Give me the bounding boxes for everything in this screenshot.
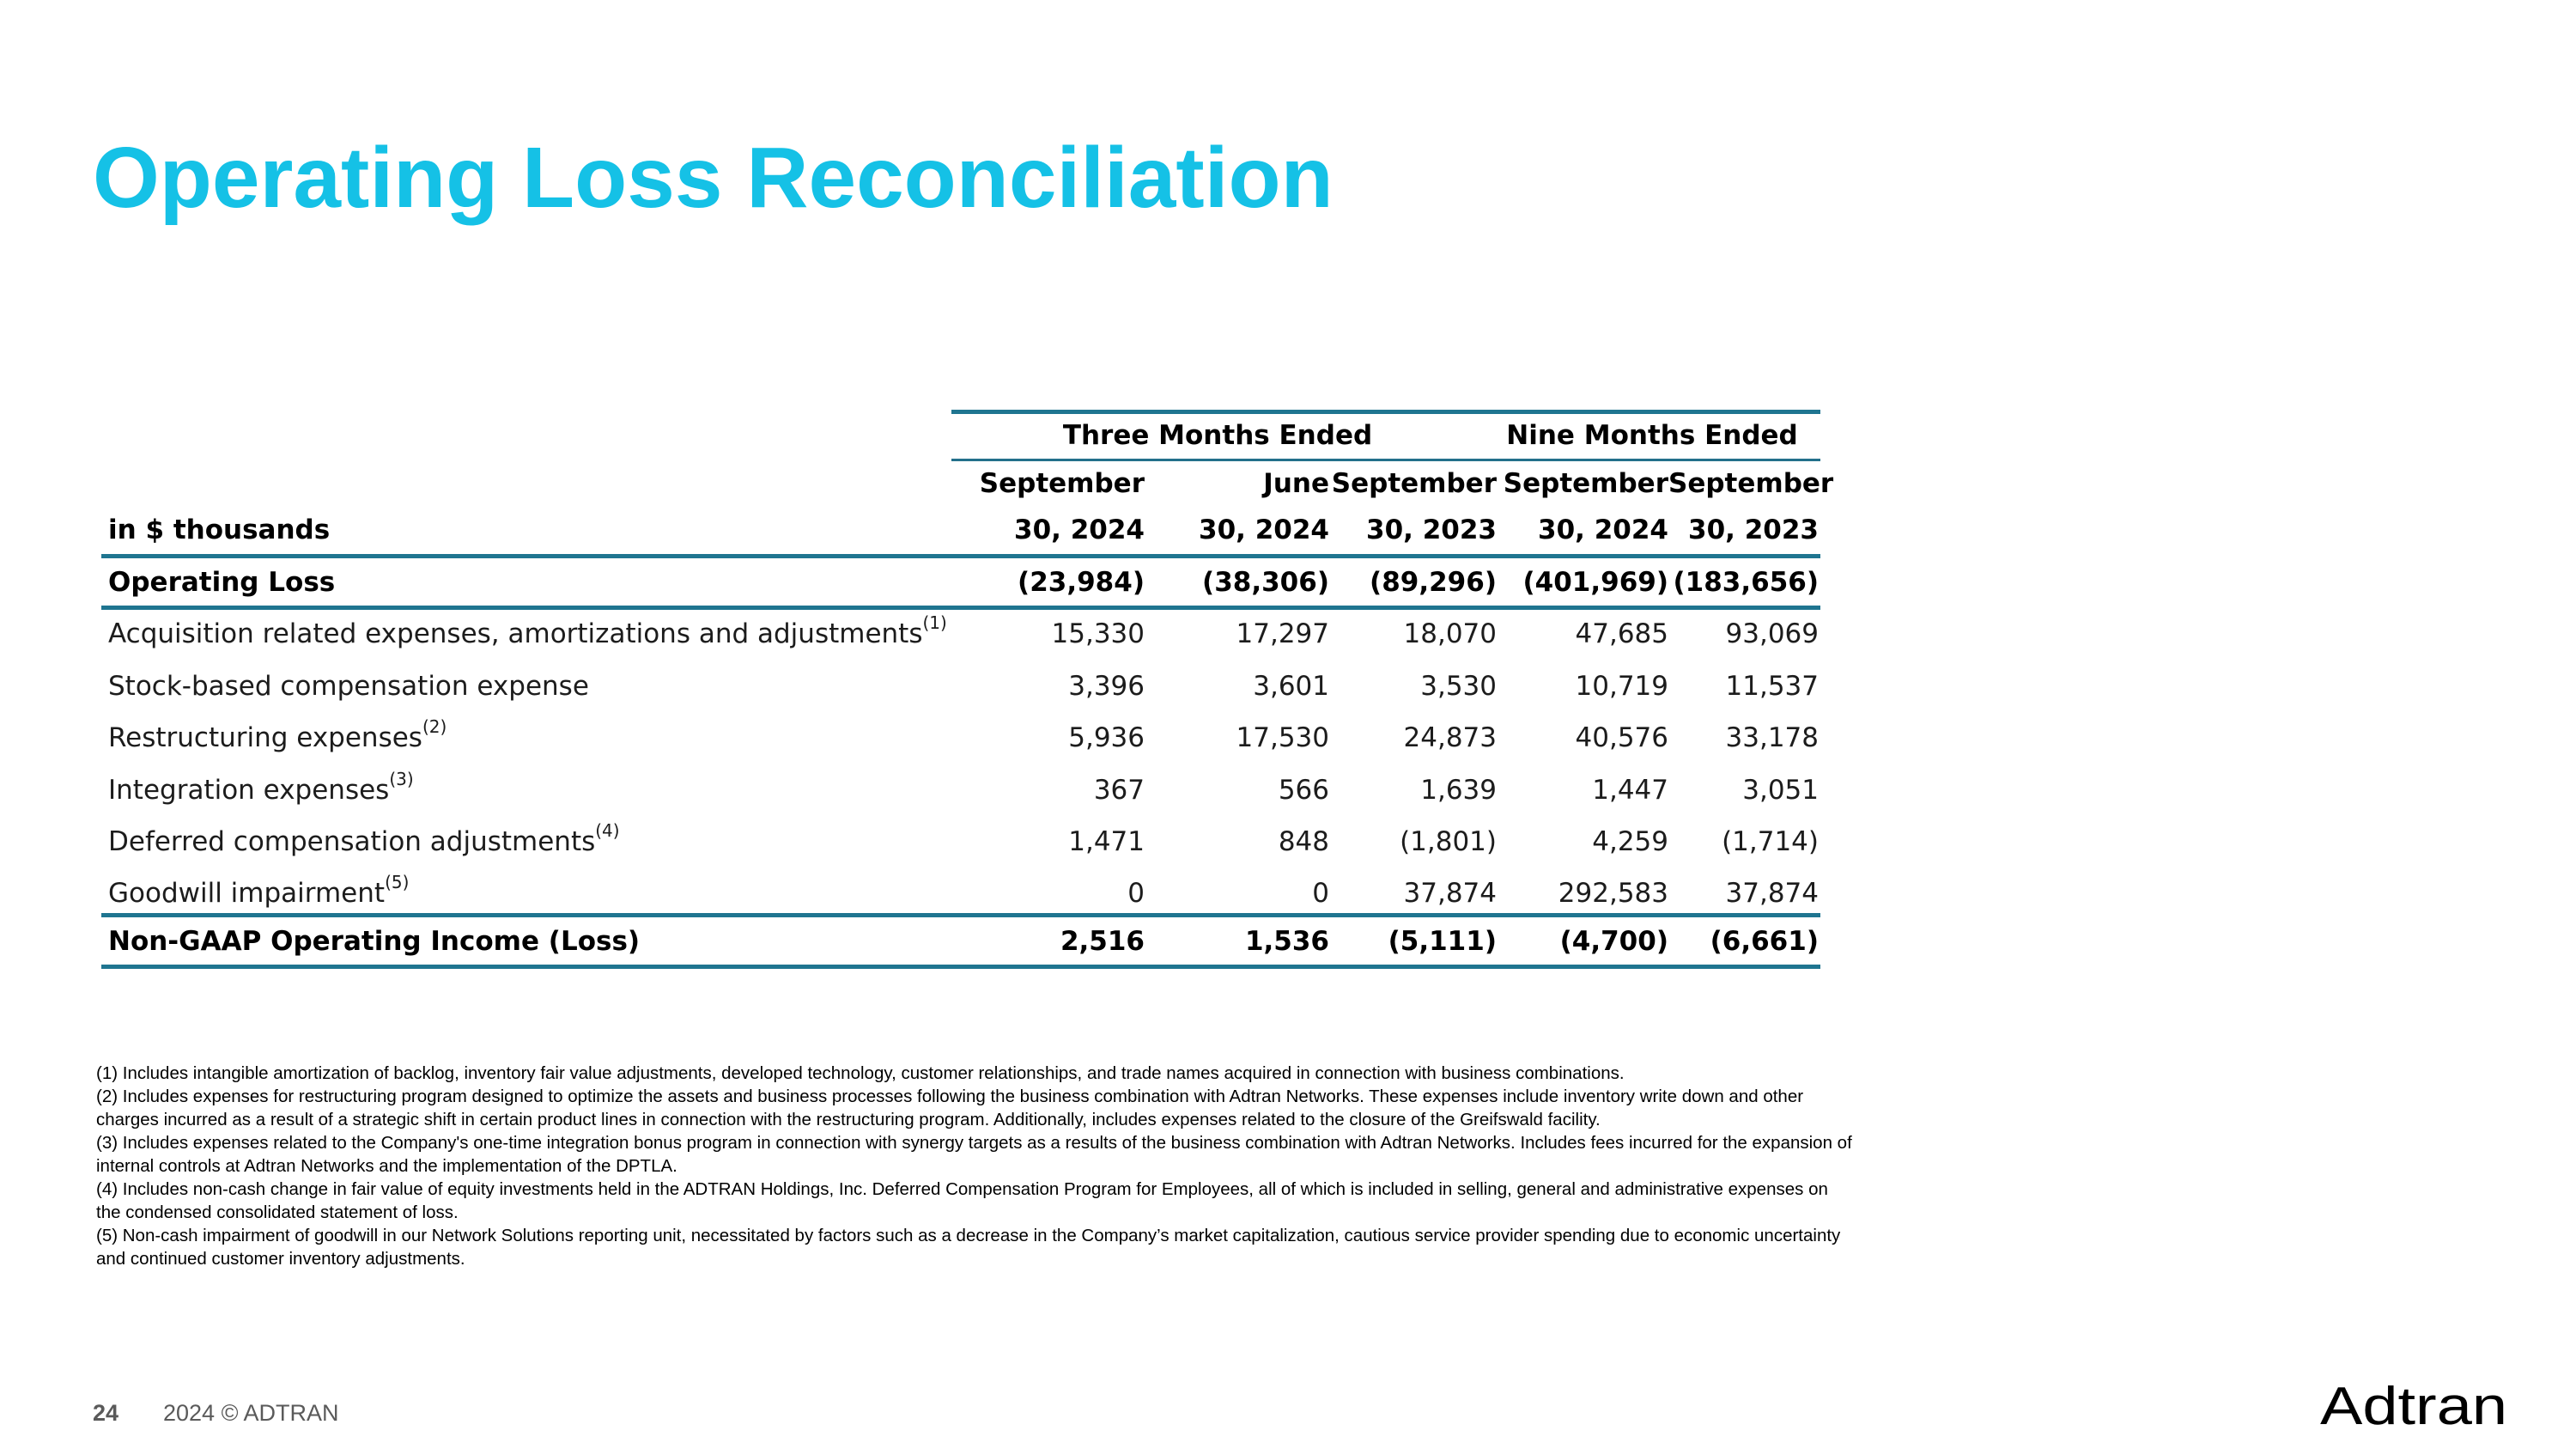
row-value: 47,685 bbox=[1575, 618, 1668, 649]
row-value: (4,700) bbox=[1559, 926, 1668, 957]
row-value: 1,639 bbox=[1420, 775, 1497, 806]
row-value: 17,297 bbox=[1236, 618, 1329, 649]
page-number: 24 bbox=[93, 1400, 119, 1426]
row-value: 292,583 bbox=[1558, 878, 1668, 909]
row-value: 0 bbox=[1312, 878, 1329, 909]
col-header-2-line2: 30, 2024 bbox=[1199, 514, 1329, 545]
row-value: (1,714) bbox=[1722, 826, 1819, 857]
footnote-3: (3) Includes expenses related to the Company's one-time integration bonus program in connection with synergy targets as a results of the business combination with Adtran Networks. Includes fees incurred for the expansion of internal controls at Adtran Networks and the implementation of the DPTLA. bbox=[96, 1133, 1852, 1176]
row-value: 3,530 bbox=[1420, 671, 1497, 702]
row-value: 18,070 bbox=[1403, 618, 1497, 649]
logo-wordmark: Adtran bbox=[2320, 1381, 2507, 1433]
col-header-3-line2: 30, 2023 bbox=[1366, 514, 1497, 545]
row-value: 10,719 bbox=[1575, 671, 1668, 702]
row-label bbox=[108, 608, 947, 660]
row-value: 5,936 bbox=[1068, 722, 1145, 753]
row-value: 37,874 bbox=[1725, 878, 1819, 909]
row-label bbox=[108, 868, 409, 919]
row-value: (23,984) bbox=[1018, 567, 1145, 598]
row-value: (6,661) bbox=[1710, 926, 1819, 957]
footnote-2: (2) Includes expenses for restructuring program designed to optimize the assets and business processes following the business combination with Adtran Networks. These expenses include inventory write down and other charges incurred as a result of a strategic shift in certain product lines in connection with the restructuring program. Additionally, includes expenses related to the closure of the Greifswald facility. bbox=[96, 1087, 1804, 1129]
row-value: 3,051 bbox=[1742, 775, 1819, 806]
col-header-3-line1: September bbox=[1331, 468, 1497, 499]
row-value: 37,874 bbox=[1403, 878, 1497, 909]
row-label-text: Acquisition related expenses, amortizations and adjustments bbox=[108, 618, 923, 649]
row-value: 11,537 bbox=[1725, 671, 1819, 702]
row-value: (1,801) bbox=[1400, 826, 1497, 857]
row-value: (89,296) bbox=[1370, 567, 1497, 598]
adtran-logo-mark bbox=[2320, 1381, 2509, 1433]
col-header-4-line1: September bbox=[1503, 468, 1668, 499]
reconciliation-table bbox=[101, 410, 1834, 970]
footnote-1: (1) Includes intangible amortization of backlog, inventory fair value adjustments, developed technology, customer relationships, and trade names acquired in connection with business combinations. bbox=[96, 1063, 1625, 1083]
footnote-ref: (2) bbox=[422, 716, 447, 737]
row-value: 4,259 bbox=[1592, 826, 1668, 857]
row-label bbox=[108, 661, 589, 712]
row-label-text: Non-GAAP Operating Income (Loss) bbox=[108, 926, 641, 957]
row-value: 2,516 bbox=[1060, 926, 1145, 957]
row-value: (5,111) bbox=[1388, 926, 1497, 957]
row-value: 1,536 bbox=[1244, 926, 1329, 957]
row-label-text: Restructuring expenses bbox=[108, 722, 422, 753]
row-value: 17,530 bbox=[1236, 722, 1329, 753]
group-header-three-months: Three Months Ended bbox=[1062, 420, 1373, 451]
footnote-ref: (5) bbox=[385, 872, 410, 892]
col-header-5-line2: 30, 2023 bbox=[1688, 514, 1819, 545]
footnote-5: (5) Non-cash impairment of goodwill in our Network Solutions reporting unit, necessitated by factors such as a decrease in the Company’s market capitalization, cautious service provider spending due to economic uncertainty and continued customer inventory adjustments. bbox=[96, 1226, 1841, 1269]
copyright: 2024 © ADTRAN bbox=[163, 1400, 339, 1426]
row-label bbox=[108, 816, 620, 868]
col-header-4-line2: 30, 2024 bbox=[1538, 514, 1668, 545]
col-header-1-line1: September bbox=[979, 468, 1145, 499]
row-value: 33,178 bbox=[1725, 722, 1819, 753]
col-header-5-line1: September bbox=[1668, 468, 1834, 499]
row-label bbox=[108, 557, 335, 608]
row-value: 1,471 bbox=[1068, 826, 1145, 857]
row-label-text: Deferred compensation adjustments bbox=[108, 826, 596, 857]
row-label-text: Goodwill impairment bbox=[108, 878, 386, 909]
row-value: 93,069 bbox=[1725, 618, 1819, 649]
row-value: 40,576 bbox=[1575, 722, 1668, 753]
group-header-nine-months: Nine Months Ended bbox=[1506, 420, 1798, 451]
row-value: 566 bbox=[1278, 775, 1329, 806]
page-title: Operating Loss Reconciliation bbox=[93, 130, 1334, 226]
row-label-text: Stock-based compensation expense bbox=[108, 671, 589, 702]
row-value: 3,396 bbox=[1068, 671, 1145, 702]
row-value: 3,601 bbox=[1253, 671, 1329, 702]
footnotes bbox=[96, 1062, 1856, 1270]
adtran-logo bbox=[2320, 1381, 2509, 1437]
row-value: 367 bbox=[1093, 775, 1145, 806]
footnote-ref: (4) bbox=[595, 820, 620, 841]
row-value: 15,330 bbox=[1051, 618, 1145, 649]
row-label bbox=[108, 712, 447, 764]
row-value: 0 bbox=[1127, 878, 1145, 909]
row-label bbox=[108, 764, 414, 816]
footnote-4: (4) Includes non-cash change in fair value of equity investments held in the ADTRAN Holdings, Inc. Deferred Compensation Program for Employees, all of which is included in selling, general and administrative expenses on the condensed consolidated statement of loss. bbox=[96, 1179, 1828, 1222]
row-label-text: Operating Loss bbox=[108, 567, 336, 598]
row-label-text: Integration expenses bbox=[108, 775, 390, 806]
units-label: in $ thousands bbox=[108, 514, 331, 545]
row-value: (401,969) bbox=[1522, 567, 1668, 598]
row-label bbox=[108, 916, 640, 967]
row-value: 848 bbox=[1278, 826, 1329, 857]
col-header-2-line1: June bbox=[1263, 468, 1329, 499]
footnote-ref: (3) bbox=[389, 769, 414, 789]
row-value: (183,656) bbox=[1673, 567, 1819, 598]
row-value: (38,306) bbox=[1202, 567, 1329, 598]
row-value: 1,447 bbox=[1592, 775, 1668, 806]
row-value: 24,873 bbox=[1403, 722, 1497, 753]
footnote-ref: (1) bbox=[922, 612, 947, 633]
col-header-1-line2: 30, 2024 bbox=[1014, 514, 1145, 545]
